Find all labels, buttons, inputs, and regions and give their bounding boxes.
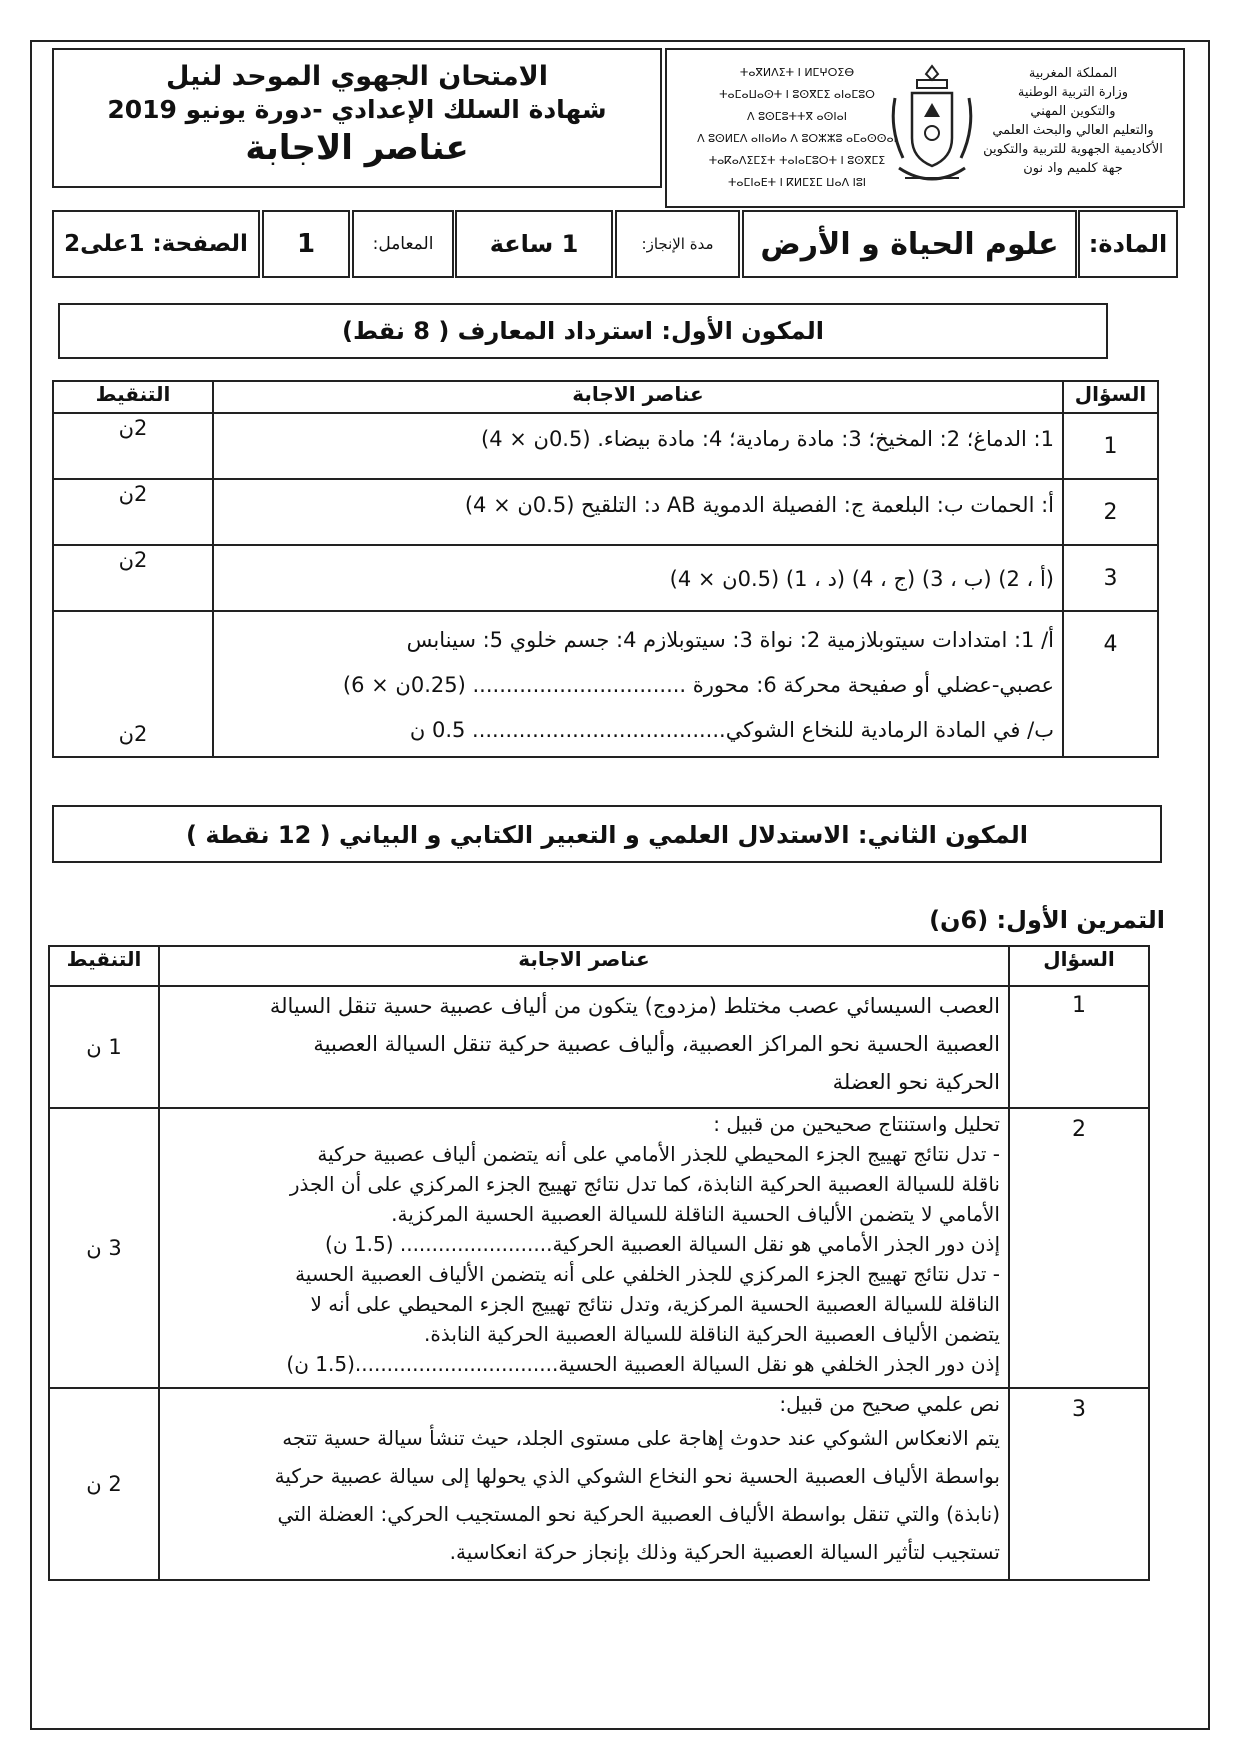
exercise-title: التمرين الأول: (6ن) [929, 906, 1165, 934]
question-number: 1 [1009, 986, 1149, 1108]
institution-box [665, 48, 1185, 208]
ministry-text: المملكة المغربية وزارة التربية الوطنية والتكوين المهني والتعليم العالي والبحث العلمي الأكاديمية الجهوية للتربية والتكوين جهة كلميم واد نون [983, 66, 1163, 176]
table-row [53, 545, 1158, 611]
part2-table [48, 945, 1150, 1581]
points-cell: 2ن [53, 413, 213, 479]
tifinagh-text: ⵜⴰⴳⵍⴷⵉⵜ ⵏ ⵍⵎⵖⵔⵉⴱ ⵜⴰⵎⴰⵡⴰⵙⵜ ⵏ ⵓⵙⴳⵎⵉ ⴰⵏⴰⵎⵓⵔ ⴷ ⵓⵙⵎⵓⵜⵜⴳ ⴰⵙⵏⴰⵏ ⴷ ⵓⵙⵍⵎⴷ ⴰⵏⵏⴰⵍⴰ ⴷ ⵓⵔⵣⵣⵓ ⴰⵎⴰⵙⵙⴰⵏ ⵜⴰⴽⴰⴷⵉⵎⵉⵜ ⵜⴰⵏⴰⵎⵓⵔⵜ ⵏ ⵓⵙⴳⵎⵉ ⵜⴰⵎⵏⴰⴹⵜ ⵏ ⴽⵍⵎⵉⵎ ⵡⴰⴷ ⵏⵓⵏ [697, 66, 897, 189]
table-row [49, 1108, 1149, 1388]
col-question-header: السؤال [1009, 946, 1149, 986]
exam-title-line3: عناصر الاجابة [245, 128, 469, 168]
points-cell: 2ن [53, 545, 213, 611]
coef-label-cell: المعامل: [352, 210, 454, 278]
col-question-header: السؤال [1063, 381, 1158, 413]
exam-title-line1: الامتحان الجهوي الموحد لنيل [165, 61, 549, 92]
coef-value-cell: 1 [262, 210, 350, 278]
part1-header-row [53, 381, 1158, 413]
exam-title-line2: شهادة السلك الإعدادي -دورة يونيو 2019 [107, 95, 607, 124]
part2-title: المكون الثاني: الاستدلال العلمي و التعبير الكتابي و البياني ( 12 نقطة ) [52, 805, 1162, 863]
subject-value-cell: علوم الحياة و الأرض [742, 210, 1077, 278]
answer-cell: أ: الحمات ب: البلعمة ج: الفصيلة الدموية AB د: التلقيح (0.5ن × 4) [213, 479, 1063, 545]
points-cell: 3 ن [49, 1108, 159, 1388]
duration-label-cell: مدة الإنجاز: [615, 210, 740, 278]
col-answer-header: عناصر الاجابة [213, 381, 1063, 413]
answer-cell: العصب السيسائي عصب مختلط (مزدوج) يتكون من ألياف عصبية حسية تنقل السيالة العصبية الحسية نحو المراكز العصبية، وألياف عصبية حركية تنقل السيالة العصبية الحركية نحو العضلة [159, 986, 1009, 1108]
points-cell: 2ن [53, 611, 213, 757]
table-row [53, 413, 1158, 479]
points-cell: 1 ن [49, 986, 159, 1108]
answer-cell: (أ ، 2) (ب ، 3) (ج ، 4) (د ، 1) (0.5ن × 4) [213, 545, 1063, 611]
question-number: 2 [1009, 1108, 1149, 1388]
table-row [53, 611, 1158, 757]
exam-title-box [52, 48, 662, 188]
part1-title: المكون الأول: استرداد المعارف ( 8 نقط) [58, 303, 1108, 359]
col-points-header: التنقيط [53, 381, 213, 413]
question-number: 2 [1063, 479, 1158, 545]
answer-cell: تحليل واستنتاج صحيحين من قبيل : - تدل نتائج تهييج الجزء المحيطي للجذر الأمامي على أنه يتضمن ألياف عصبية حركية ناقلة للسيالة العصبية الحركية النابذة، كما تدل نتائج تهييج الجزء المركزي على أن الجذر الأمامي لا يتضمن الألياف الحسية الناقلة للسيالة العصبية الحسية المركزية. إذن دور الجذر الأمامي هو نقل السيالة العصبية الحركية........................ (1.5 ن) - تدل نتائج تهييج الجزء المركزي للجذر الخلفي على أنه يتضمن الألياف العصبية الحسية الناقلة للسيالة العصبية الحسية المركزية، وتدل نتائج تهييج الجزء المحيطي على أنه لا يتضمن الألياف العصبية الحركية الناقلة للسيالة العصبية الحركية النابذة. إذن دور الجذر الخلفي هو نقل السيالة العصبية الحسية................................(1.5 ن) [159, 1108, 1009, 1388]
question-number: 4 [1063, 611, 1158, 757]
points-cell: 2ن [53, 479, 213, 545]
question-number: 3 [1009, 1388, 1149, 1580]
table-row [49, 1388, 1149, 1580]
table-row [53, 479, 1158, 545]
duration-value-cell: 1 ساعة [455, 210, 613, 278]
answer-cell: أ/ 1: امتدادات سيتوبلازمية 2: نواة 3: سيتوبلازم 4: جسم خلوي 5: سينابس عصبي-عضلي أو صفيحة محركة 6: محورة ................................ (0.25ن × 6) ب/ في المادة الرمادية للنخاع الشوكي...................................... 0.5 ن [213, 611, 1063, 757]
question-number: 3 [1063, 545, 1158, 611]
col-answer-header: عناصر الاجابة [159, 946, 1009, 986]
subject-label-cell: المادة: [1078, 210, 1178, 278]
answer-cell: نص علمي صحيح من قبيل: يتم الانعكاس الشوكي عند حدوث إهاجة على مستوى الجلد، حيث تنشأ سيالة حسية تتجه بواسطة الألياف العصبية الحسية نحو النخاع الشوكي الذي يحولها إلى سيالة عصبية حركية (نابذة) والتي تنقل بواسطة الألياف العصبية الحركية نحو المستجيب الحركي: العضلة التي تستجيب لتأثير السيالة العصبية الحركية وذلك بإنجاز حركة انعكاسية. [159, 1388, 1009, 1580]
part2-header-row [49, 946, 1149, 986]
col-points-header: التنقيط [49, 946, 159, 986]
points-cell: 2 ن [49, 1388, 159, 1580]
page-number-cell: الصفحة: 1على2 [52, 210, 260, 278]
answer-cell: 1: الدماغ؛ 2: المخيخ؛ 3: مادة رمادية؛ 4: مادة بيضاء. (0.5ن × 4) [213, 413, 1063, 479]
question-number: 1 [1063, 413, 1158, 479]
part1-table [52, 380, 1159, 758]
table-row [49, 986, 1149, 1108]
coat-of-arms-icon [887, 58, 977, 198]
